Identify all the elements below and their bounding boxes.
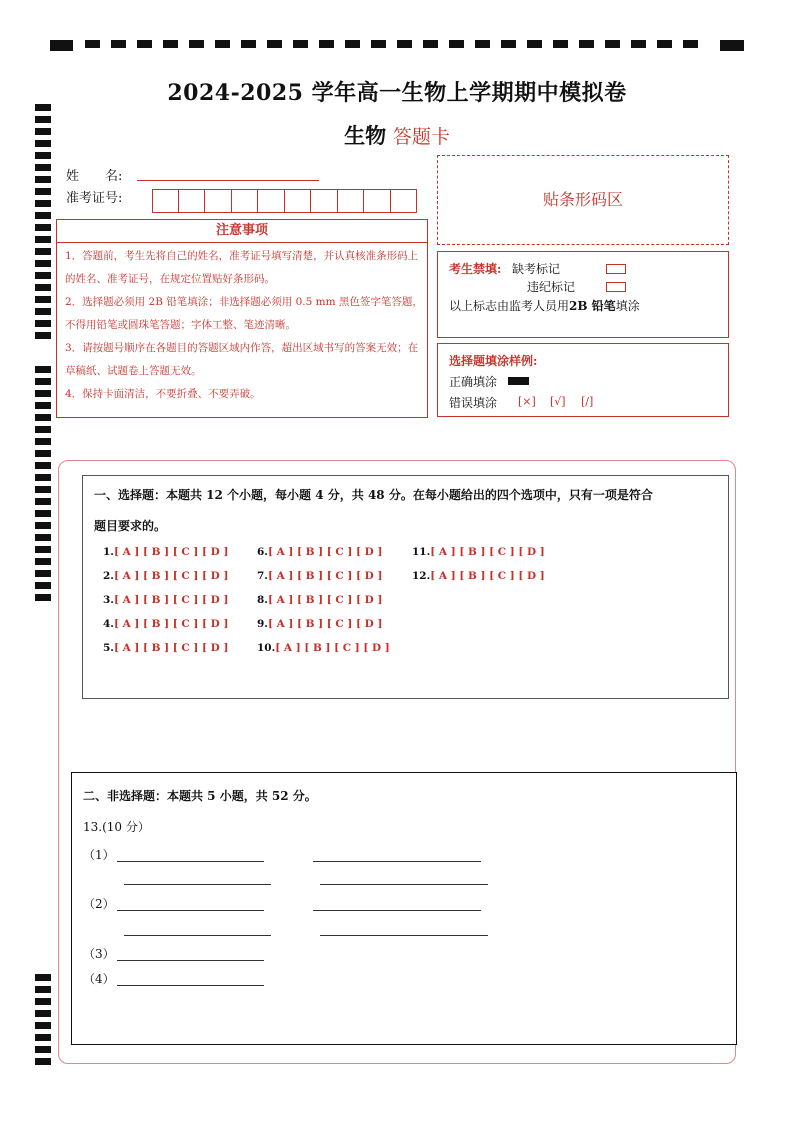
answer-line[interactable] [117,960,264,961]
answer-line[interactable] [320,884,488,885]
mcq-row[interactable] [412,546,545,558]
answer-line[interactable] [313,910,481,911]
part-2-label: （2） [83,897,115,911]
mcq-num: 1. [103,546,114,558]
section2-box [71,772,737,1045]
mcq-num: 7. [257,570,268,582]
notice-box [56,219,428,418]
subject-label: 生物 [344,123,387,148]
correct-fill-sample [508,377,529,385]
answer-line[interactable] [124,935,271,936]
mcq-row[interactable] [257,570,382,582]
mcq-options[interactable]: [ A ] [ B ] [ C ] [ D ] [430,546,545,558]
mcq-options[interactable]: [ A ] [ B ] [ C ] [ D ] [267,546,383,558]
answer-line[interactable] [320,935,488,936]
page-subtitle [0,120,794,150]
mcq-num: 2. [103,570,114,582]
mcq-row[interactable] [103,570,228,582]
mcq-options[interactable]: [ A ] [ B ] [ C ] [ D ] [113,618,229,630]
name-label: 姓 名: [66,169,123,184]
part-3-label: （3） [83,947,115,961]
absent-mark-box[interactable] [606,264,626,274]
mcq-num: 6. [257,546,268,558]
answer-line[interactable] [124,884,271,885]
mcq-options[interactable]: [ A ] [ B ] [ C ] [ D ] [113,546,229,558]
notice-item-2: 2．选择题必须用 2B 铅笔填涂；非选择题必须用 0.5 mm 黑色签字笔答题，不得用铅笔或圆珠笔答题；字体工整、笔迹清晰。 [65,296,423,331]
prohibited-note-bold: 2B 铅笔 [569,299,616,313]
mcq-row[interactable] [103,618,228,630]
prohibited-note-pre: 以上标志由监考人员用 [449,299,570,313]
mcq-row[interactable] [412,570,545,582]
section1-box [82,475,729,699]
answer-line[interactable] [117,910,264,911]
violation-mark-label: 违纪标记 [527,280,576,294]
answer-line[interactable] [117,861,264,862]
page-title: 2024-2025 学年高一生物上学期期中模拟卷 [167,80,627,106]
mcq-row[interactable] [257,642,390,654]
mcq-row[interactable] [103,594,228,606]
notice-item-4: 4．保持卡面清洁，不要折叠、不要弄破。 [65,388,261,400]
fill-example-heading: 选择题填涂样例: [449,354,538,368]
notice-item-1: 1．答题前，考生先将自己的姓名，准考证号填写清楚，并认真核准条形码上的姓名、准考证号，在规定位置贴好条形码。 [65,250,419,285]
answer-line[interactable] [117,985,264,986]
violation-mark-box[interactable] [606,282,626,292]
prohibited-box [437,251,729,338]
mcq-options[interactable]: [ A ] [ B ] [ C ] [ D ] [267,594,383,606]
wrong-mark-slash: [/] [581,395,594,408]
mcq-num: 10. [257,642,276,654]
section1-title: 一、选择题：本题共 12 个小题，每小题 4 分，共 48 分。在每小题给出的四个选项中，只有一项是符合 [94,488,653,502]
mcq-options[interactable]: [ A ] [ B ] [ C ] [ D ] [267,618,383,630]
barcode-area-label: 贴条形码区 [542,190,623,209]
section2-title: 二、非选择题：本题共 5 小题，共 52 分。 [83,789,317,803]
exam-id-label: 准考证号: [66,191,123,206]
mcq-num: 11. [412,546,431,558]
mcq-row[interactable] [257,546,382,558]
correct-fill-label: 正确填涂 [449,375,498,389]
mcq-options[interactable]: [ A ] [ B ] [ C ] [ D ] [113,642,229,654]
mcq-options[interactable]: [ A ] [ B ] [ C ] [ D ] [430,570,545,582]
answer-line[interactable] [313,861,481,862]
fill-example-box [437,343,729,417]
prohibited-note-post: 填涂 [615,299,640,313]
notice-item-3: 3．请按题号顺序在各题目的答题区域内作答，超出区域书写的答案无效；在草稿纸、试题卷上答题无效。 [65,342,419,377]
mcq-num: 3. [103,594,114,606]
mcq-row[interactable] [103,642,228,654]
prohibited-note [449,297,640,314]
wrong-fill-label: 错误填涂 [449,396,498,410]
mcq-num: 4. [103,618,114,630]
mcq-row[interactable] [103,546,228,558]
mcq-num: 9. [257,618,268,630]
barcode-area [437,155,729,245]
prohibited-heading: 考生禁填: [449,262,502,276]
name-field[interactable] [137,180,319,181]
mcq-options[interactable]: [ A ] [ B ] [ C ] [ D ] [113,594,229,606]
mcq-num: 8. [257,594,268,606]
q13-label: 13.(10 分） [83,820,150,834]
mcq-row[interactable] [257,618,382,630]
mcq-options[interactable]: [ A ] [ B ] [ C ] [ D ] [275,642,390,654]
wrong-mark-x: [×] [518,395,536,408]
mcq-options[interactable]: [ A ] [ B ] [ C ] [ D ] [113,570,229,582]
mcq-num: 12. [412,570,431,582]
part-1-label: （1） [83,848,115,862]
section1-title-cont: 题目要求的。 [94,519,167,533]
mcq-num: 5. [103,642,114,654]
card-label: 答题卡 [392,126,450,148]
wrong-mark-check: [√] [550,395,566,408]
part-4-label: （4） [83,972,115,986]
notice-heading: 注意事项 [57,220,427,243]
mcq-row[interactable] [257,594,382,606]
mcq-options[interactable]: [ A ] [ B ] [ C ] [ D ] [267,570,383,582]
absent-mark-label: 缺考标记 [512,262,561,276]
